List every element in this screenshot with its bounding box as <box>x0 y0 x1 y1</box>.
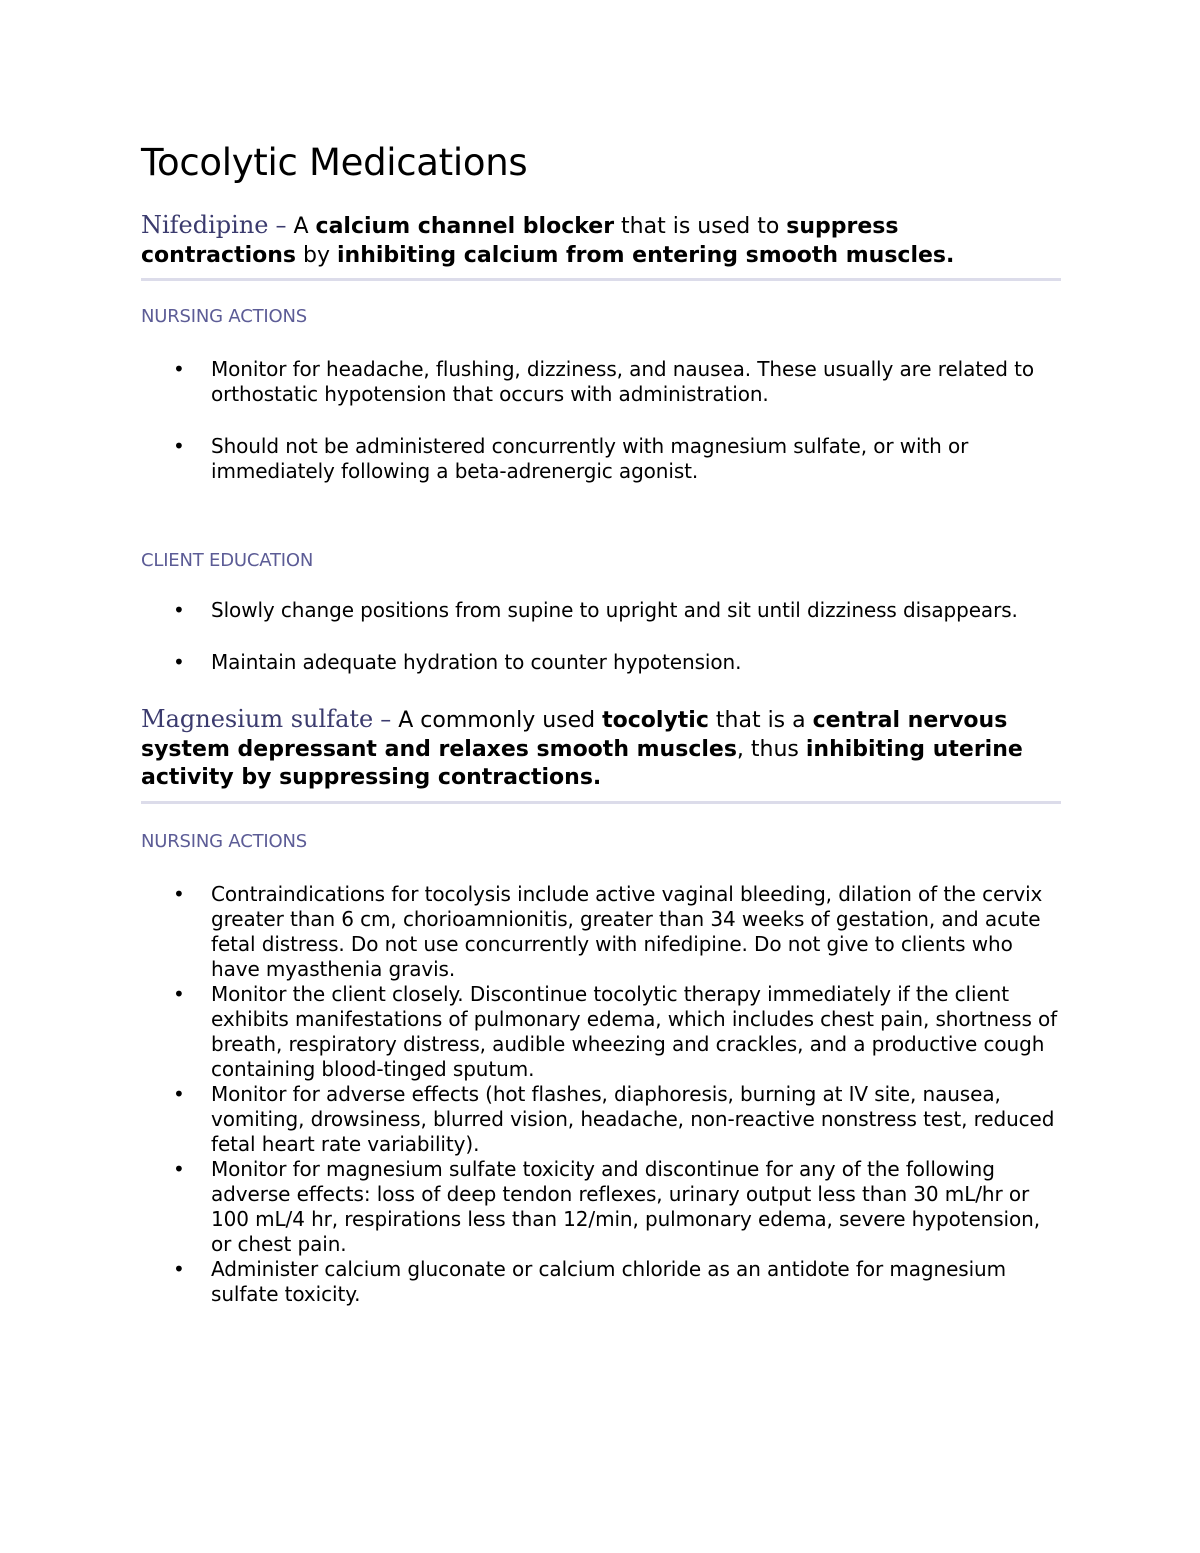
bullet-icon: • <box>173 981 185 1006</box>
text-run: by <box>296 242 337 268</box>
bullet-icon: • <box>173 1256 185 1281</box>
section-label-nursing-actions: NURSING ACTIONS <box>141 830 307 852</box>
list-item <box>141 357 1061 407</box>
list-item <box>141 882 1061 982</box>
list-item-text: Slowly change positions from supine to upright and sit until dizziness disappears. <box>211 598 1018 622</box>
text-run: A commonly used <box>391 708 603 733</box>
drug-name: Magnesium sulfate <box>141 705 374 733</box>
heading-dash: – <box>380 708 392 733</box>
list-item <box>141 982 1061 1082</box>
list-item <box>141 650 1061 675</box>
list-item-text: Administer calcium gluconate or calcium chloride as an antidote for magnesium sulfate toxicity. <box>211 1256 1007 1306</box>
text-run: that is used to <box>614 214 787 239</box>
list-item-text: Contraindications for tocolysis include active vaginal bleeding, dilation of the cervix greater than 6 cm, chorioamnionitis, greater than 34 weeks of gestation, and acute fetal distress. Do not use concurrently with nifedipine. Do not give to clients who have myasthenia gravis. <box>211 881 1043 981</box>
section-label-client-education: CLIENT EDUCATION <box>141 550 314 571</box>
list-item <box>141 1257 1061 1307</box>
list-item <box>141 434 1061 484</box>
list-item-text: Monitor for adverse effects (hot flashes, diaphoresis, burning at IV site, nausea, vomiting, drowsiness, blurred vision, headache, non-reactive nonstress test, reduced fetal heart rate variability). <box>211 1081 1055 1156</box>
bold-text-run: central nervous system depressant and relaxes smooth muscles <box>141 708 1008 762</box>
drug-name: Nifedipine <box>141 211 269 239</box>
drug-heading-nifedipine <box>141 211 1061 270</box>
list-item <box>141 1157 1061 1257</box>
bullet-list-nursing-actions <box>141 882 1061 1307</box>
bold-text-run: calcium channel blocker <box>315 214 615 239</box>
section-label-nursing-actions: NURSING ACTIONS <box>141 306 307 327</box>
list-item <box>141 1082 1061 1157</box>
list-item-text: Monitor the client closely. Discontinue tocolytic therapy immediately if the client exhibits manifestations of pulmonary edema, which includes chest pain, shortness of breath, respiratory distress, audible wheezing and crackles, and a productive cough containing blood-tinged sputum. <box>211 981 1058 1081</box>
bold-text-run: inhibiting calcium from entering smooth muscles. <box>336 242 955 268</box>
bullet-icon: • <box>173 1156 185 1181</box>
document-content <box>141 138 1061 1307</box>
bullet-list-nursing-actions <box>141 357 1061 484</box>
bullet-icon: • <box>173 881 185 906</box>
heading-dash: – <box>275 214 287 239</box>
bullet-icon: • <box>173 434 185 458</box>
list-item-text: Maintain adequate hydration to counter hypotension. <box>211 650 742 674</box>
bullet-icon: • <box>173 650 185 674</box>
bullet-icon: • <box>173 598 185 622</box>
list-item-text: Monitor for headache, flushing, dizziness, and nausea. These usually are related to orthostatic hypotension that occurs with administration. <box>211 357 1034 406</box>
text-run: that is a <box>708 708 813 733</box>
text-run: , thus <box>736 736 806 762</box>
list-item-text: Monitor for magnesium sulfate toxicity and discontinue for any of the following adverse effects: loss of deep tendon reflexes, urinary output less than 30 mL/hr or 100 mL/4 hr, respirations less than 12/min, pulmonary edema, severe hypotension, or chest pain. <box>211 1156 1040 1256</box>
list-item <box>141 598 1061 623</box>
drug-heading-magnesium-sulfate <box>141 705 1061 793</box>
text-run: A <box>286 214 316 239</box>
page-title: Tocolytic Medications <box>141 141 528 184</box>
bullet-icon: • <box>173 1081 185 1106</box>
bullet-icon: • <box>173 357 185 381</box>
list-item-text: Should not be administered concurrently with magnesium sulfate, or with or immediately following a beta-adrenergic agonist. <box>211 434 969 483</box>
bold-text-run: inhibiting uterine activity by suppressing contractions. <box>141 736 1023 790</box>
bold-text-run: tocolytic <box>602 708 709 733</box>
bullet-list-client-education <box>141 598 1061 675</box>
bold-text-run: suppress contractions <box>141 214 899 268</box>
